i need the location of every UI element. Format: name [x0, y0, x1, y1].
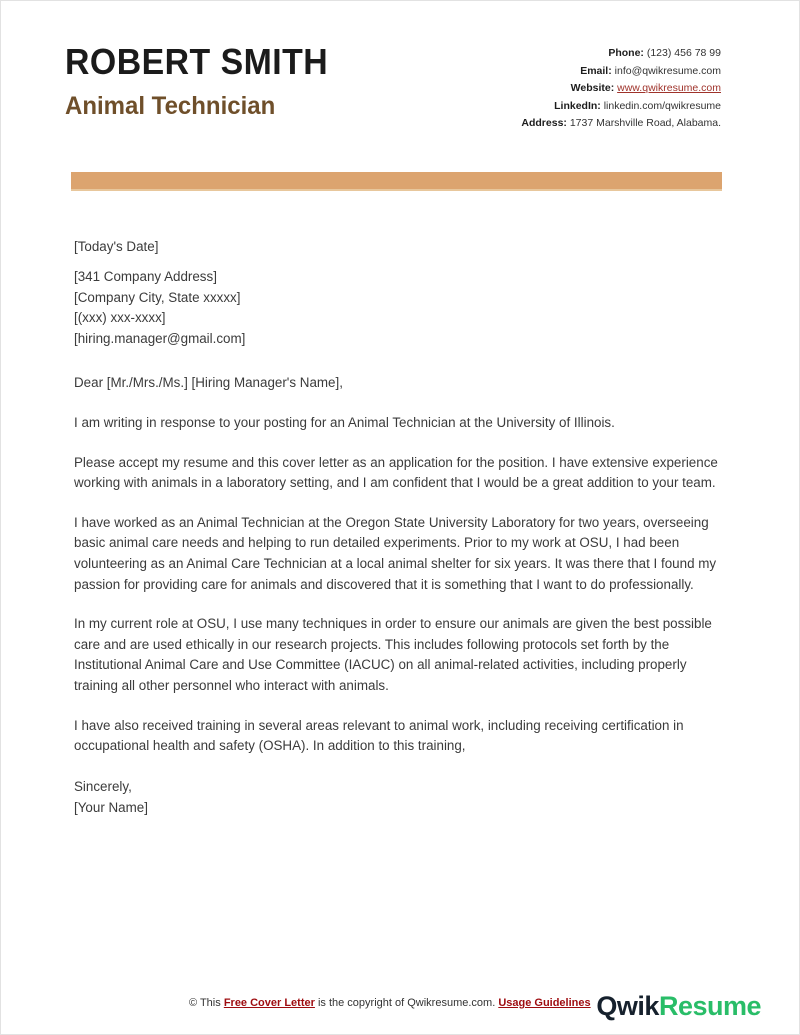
- company-address-line: [341 Company Address]: [74, 269, 217, 285]
- letter-paragraph: I have also received training in several areas relevant to animal work, including receiving certification in occupational health and safety (OSHA). In addition to this training,: [74, 717, 684, 754]
- letterhead: [1, 1, 799, 133]
- contact-row-linkedin: [521, 98, 721, 116]
- free-cover-letter-link[interactable]: Free Cover Letter: [223, 997, 315, 1009]
- closing-block: [74, 776, 727, 818]
- email-label: Email:: [580, 64, 612, 77]
- phone-label: Phone:: [608, 47, 644, 59]
- copyright-prefix: © This: [189, 997, 224, 1009]
- contact-row-address: [521, 115, 721, 133]
- address-value: 1737 Marshville Road, Alabama.: [569, 117, 721, 129]
- contact-row-phone: [521, 45, 721, 63]
- date-placeholder: [Today's Date]: [74, 238, 159, 254]
- person-name: ROBERT SMITH: [65, 41, 329, 82]
- letter-paragraph: I am writing in response to your posting for an Animal Technician at the University of Illinois.: [74, 415, 615, 431]
- linkedin-label: LinkedIn:: [554, 99, 601, 112]
- website-link[interactable]: www.qwikresume.com: [617, 82, 721, 94]
- copyright-middle: is the copyright of Qwikresume.com.: [314, 997, 499, 1009]
- logo-text-qwik: Qwik: [596, 991, 659, 1021]
- company-address-block: [74, 267, 727, 349]
- person-job-title: Animal Technician: [65, 91, 276, 120]
- letter-paragraph: Please accept my resume and this cover letter as an application for the position. I have extensive experience working with animals in a laboratory setting, and I am confident that I would be a great addition to your team.: [74, 454, 718, 491]
- divider-bar: [71, 172, 722, 191]
- salutation: Dear [Mr./Mrs./Ms.] [Hiring Manager's Name],: [74, 375, 343, 391]
- contact-row-email: [521, 63, 721, 81]
- email-value: info@qwikresume.com: [614, 64, 721, 77]
- linkedin-value: linkedin.com/qwikresume: [603, 99, 721, 112]
- letter-paragraph: I have worked as an Animal Technician at the Oregon State University Laboratory for two years, overseeing basic animal care needs and helping to run detailed experiments. Prior to my work at OSU, I had been volunteering as an Animal Care Technician at a local animal shelter for six years. It was there that I found my passion for providing care for animals and discovered that it is something that I want to do professionally.: [74, 514, 717, 592]
- letter-body: [1, 191, 799, 818]
- letter-paragraph: In my current role at OSU, I use many techniques in order to ensure our animals are given the best possible care and are used ethically in our research projects. This includes following protocols set forth by the Institutional Animal Care and Use Committee (IACUC) on all animal-related activities, including properly training all other personnel who interact with animals.: [74, 616, 712, 693]
- company-address-line: [Company City, State xxxxx]: [74, 289, 241, 305]
- logo-text-resume: Resume: [658, 991, 761, 1021]
- company-address-line: [hiring.manager@gmail.com]: [74, 330, 246, 346]
- closing: Sincerely,: [74, 778, 132, 794]
- usage-guidelines-link[interactable]: Usage Guidelines: [498, 997, 591, 1009]
- contact-block: [521, 43, 721, 133]
- qwikresume-logo: [596, 991, 761, 1022]
- footer-copyright: [189, 997, 591, 1009]
- phone-value: (123) 456 78 99: [646, 47, 721, 59]
- contact-row-website: [521, 80, 721, 98]
- identity-block: [65, 43, 345, 121]
- website-label: Website:: [570, 82, 615, 94]
- company-address-line: [(xxx) xxx-xxxx]: [74, 310, 166, 326]
- signature-placeholder: [Your Name]: [74, 799, 148, 815]
- address-label: Address:: [521, 117, 567, 129]
